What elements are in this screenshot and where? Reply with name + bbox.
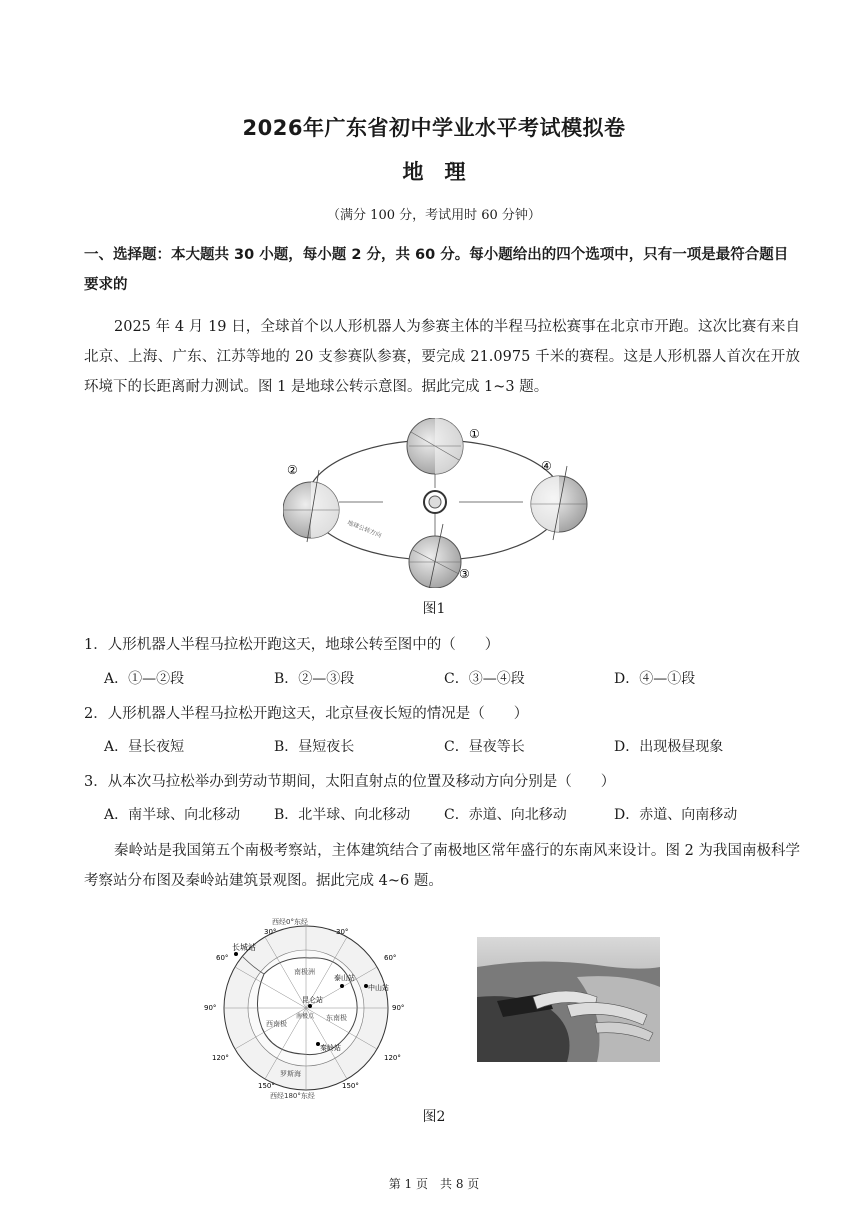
marker-2: ②	[287, 463, 298, 477]
figure-1-earth-orbit	[283, 418, 589, 588]
option-c[interactable]: C．赤道、向北移动	[444, 807, 567, 823]
marker-3: ③	[459, 567, 470, 581]
orbit-direction-label: 地球公转方向	[346, 519, 383, 540]
exam-title: 2026年广东省初中学业水平考试模拟卷	[242, 116, 626, 140]
region-label: 东南极	[326, 1014, 347, 1022]
qinling-station-photo	[477, 937, 660, 1062]
station-label: 长城站	[232, 943, 256, 952]
degree-label: 30°	[336, 928, 349, 936]
region-label: 罗斯海	[280, 1070, 301, 1078]
option-b[interactable]: B．②—③段	[274, 671, 355, 687]
option-d[interactable]: D．④—①段	[614, 671, 696, 687]
subject-title: 地 理	[402, 160, 466, 184]
earth-position-1	[407, 418, 463, 474]
marker-1: ①	[469, 427, 480, 441]
earth-position-2	[283, 470, 339, 542]
map-bottom-label: 西经180°东经	[270, 1092, 315, 1100]
question-3-stem: 3．从本次马拉松举办到劳动节期间，太阳直射点的位置及移动方向分别是（ ）	[84, 774, 616, 790]
page-footer: 第 1 页 共 8 页	[388, 1177, 480, 1191]
question-2-options	[104, 736, 800, 756]
map-top-label: 西经0°东经	[272, 918, 308, 926]
option-c[interactable]: C．③—④段	[444, 671, 525, 687]
degree-label: 150°	[258, 1082, 275, 1090]
figure-2-caption: 图2	[422, 1109, 446, 1125]
option-a[interactable]: A．南半球、向北移动	[104, 807, 241, 823]
degree-label: 120°	[212, 1054, 229, 1062]
earth-position-4	[531, 466, 587, 540]
degree-label: 60°	[384, 954, 397, 962]
option-a[interactable]: A．昼长夜短	[104, 739, 185, 755]
marker-4: ④	[541, 459, 552, 473]
figure-1-caption: 图1	[422, 601, 446, 617]
station-label: 昆仑站	[302, 996, 323, 1004]
option-a[interactable]: A．①—②段	[104, 671, 185, 687]
option-b[interactable]: B．北半球、向北移动	[274, 807, 411, 823]
region-label: 南极洲	[294, 968, 315, 976]
passage-1: 2025 年 4 月 19 日，全球首个以人形机器人为参赛主体的半程马拉松赛事在北京市开跑。这次比赛有来自北京、上海、广东、江苏等地的 20 支参赛队参赛，要完成 21.0975 千米的赛程。这是人形机器人首次在开放环境下的长距离耐力测试。图 1 是地球公转示意图。据此完成 1~3 题。	[84, 319, 800, 395]
question-1-options	[104, 668, 800, 688]
option-d[interactable]: D．赤道、向南移动	[614, 807, 738, 823]
degree-label: 30°	[264, 928, 277, 936]
figure-2-antarctic-map	[202, 916, 412, 1100]
exam-note: （满分 100 分，考试用时 60 分钟）	[327, 208, 541, 223]
degree-label: 90°	[392, 1004, 405, 1012]
option-b[interactable]: B．昼短夜长	[274, 739, 355, 755]
station-label: 秦岭站	[320, 1044, 341, 1052]
option-c[interactable]: C．昼夜等长	[444, 739, 525, 755]
region-label: 西南极	[266, 1020, 287, 1028]
station-label: 中山站	[368, 984, 389, 992]
region-label: 南极点	[296, 1013, 315, 1020]
degree-label: 150°	[342, 1082, 359, 1090]
option-d[interactable]: D．出现极昼现象	[614, 739, 724, 755]
degree-label: 120°	[384, 1054, 401, 1062]
station-label: 泰山站	[334, 974, 355, 982]
question-1-stem: 1．人形机器人半程马拉松开跑这天，地球公转至图中的（ ）	[84, 637, 500, 653]
section-heading: 一、选择题：本大题共 30 小题，每小题 2 分，共 60 分。每小题给出的四个选项中，只有一项是最符合题目要求的	[84, 247, 789, 293]
degree-label: 90°	[204, 1004, 217, 1012]
question-2-stem: 2．人形机器人半程马拉松开跑这天，北京昼夜长短的情况是（ ）	[84, 706, 529, 722]
degree-label: 60°	[216, 954, 229, 962]
passage-2: 秦岭站是我国第五个南极考察站，主体建筑结合了南极地区常年盛行的东南风来设计。图 2 为我国南极科学考察站分布图及秦岭站建筑景观图。据此完成 4~6 题。	[84, 843, 800, 889]
question-3-options	[104, 804, 800, 824]
